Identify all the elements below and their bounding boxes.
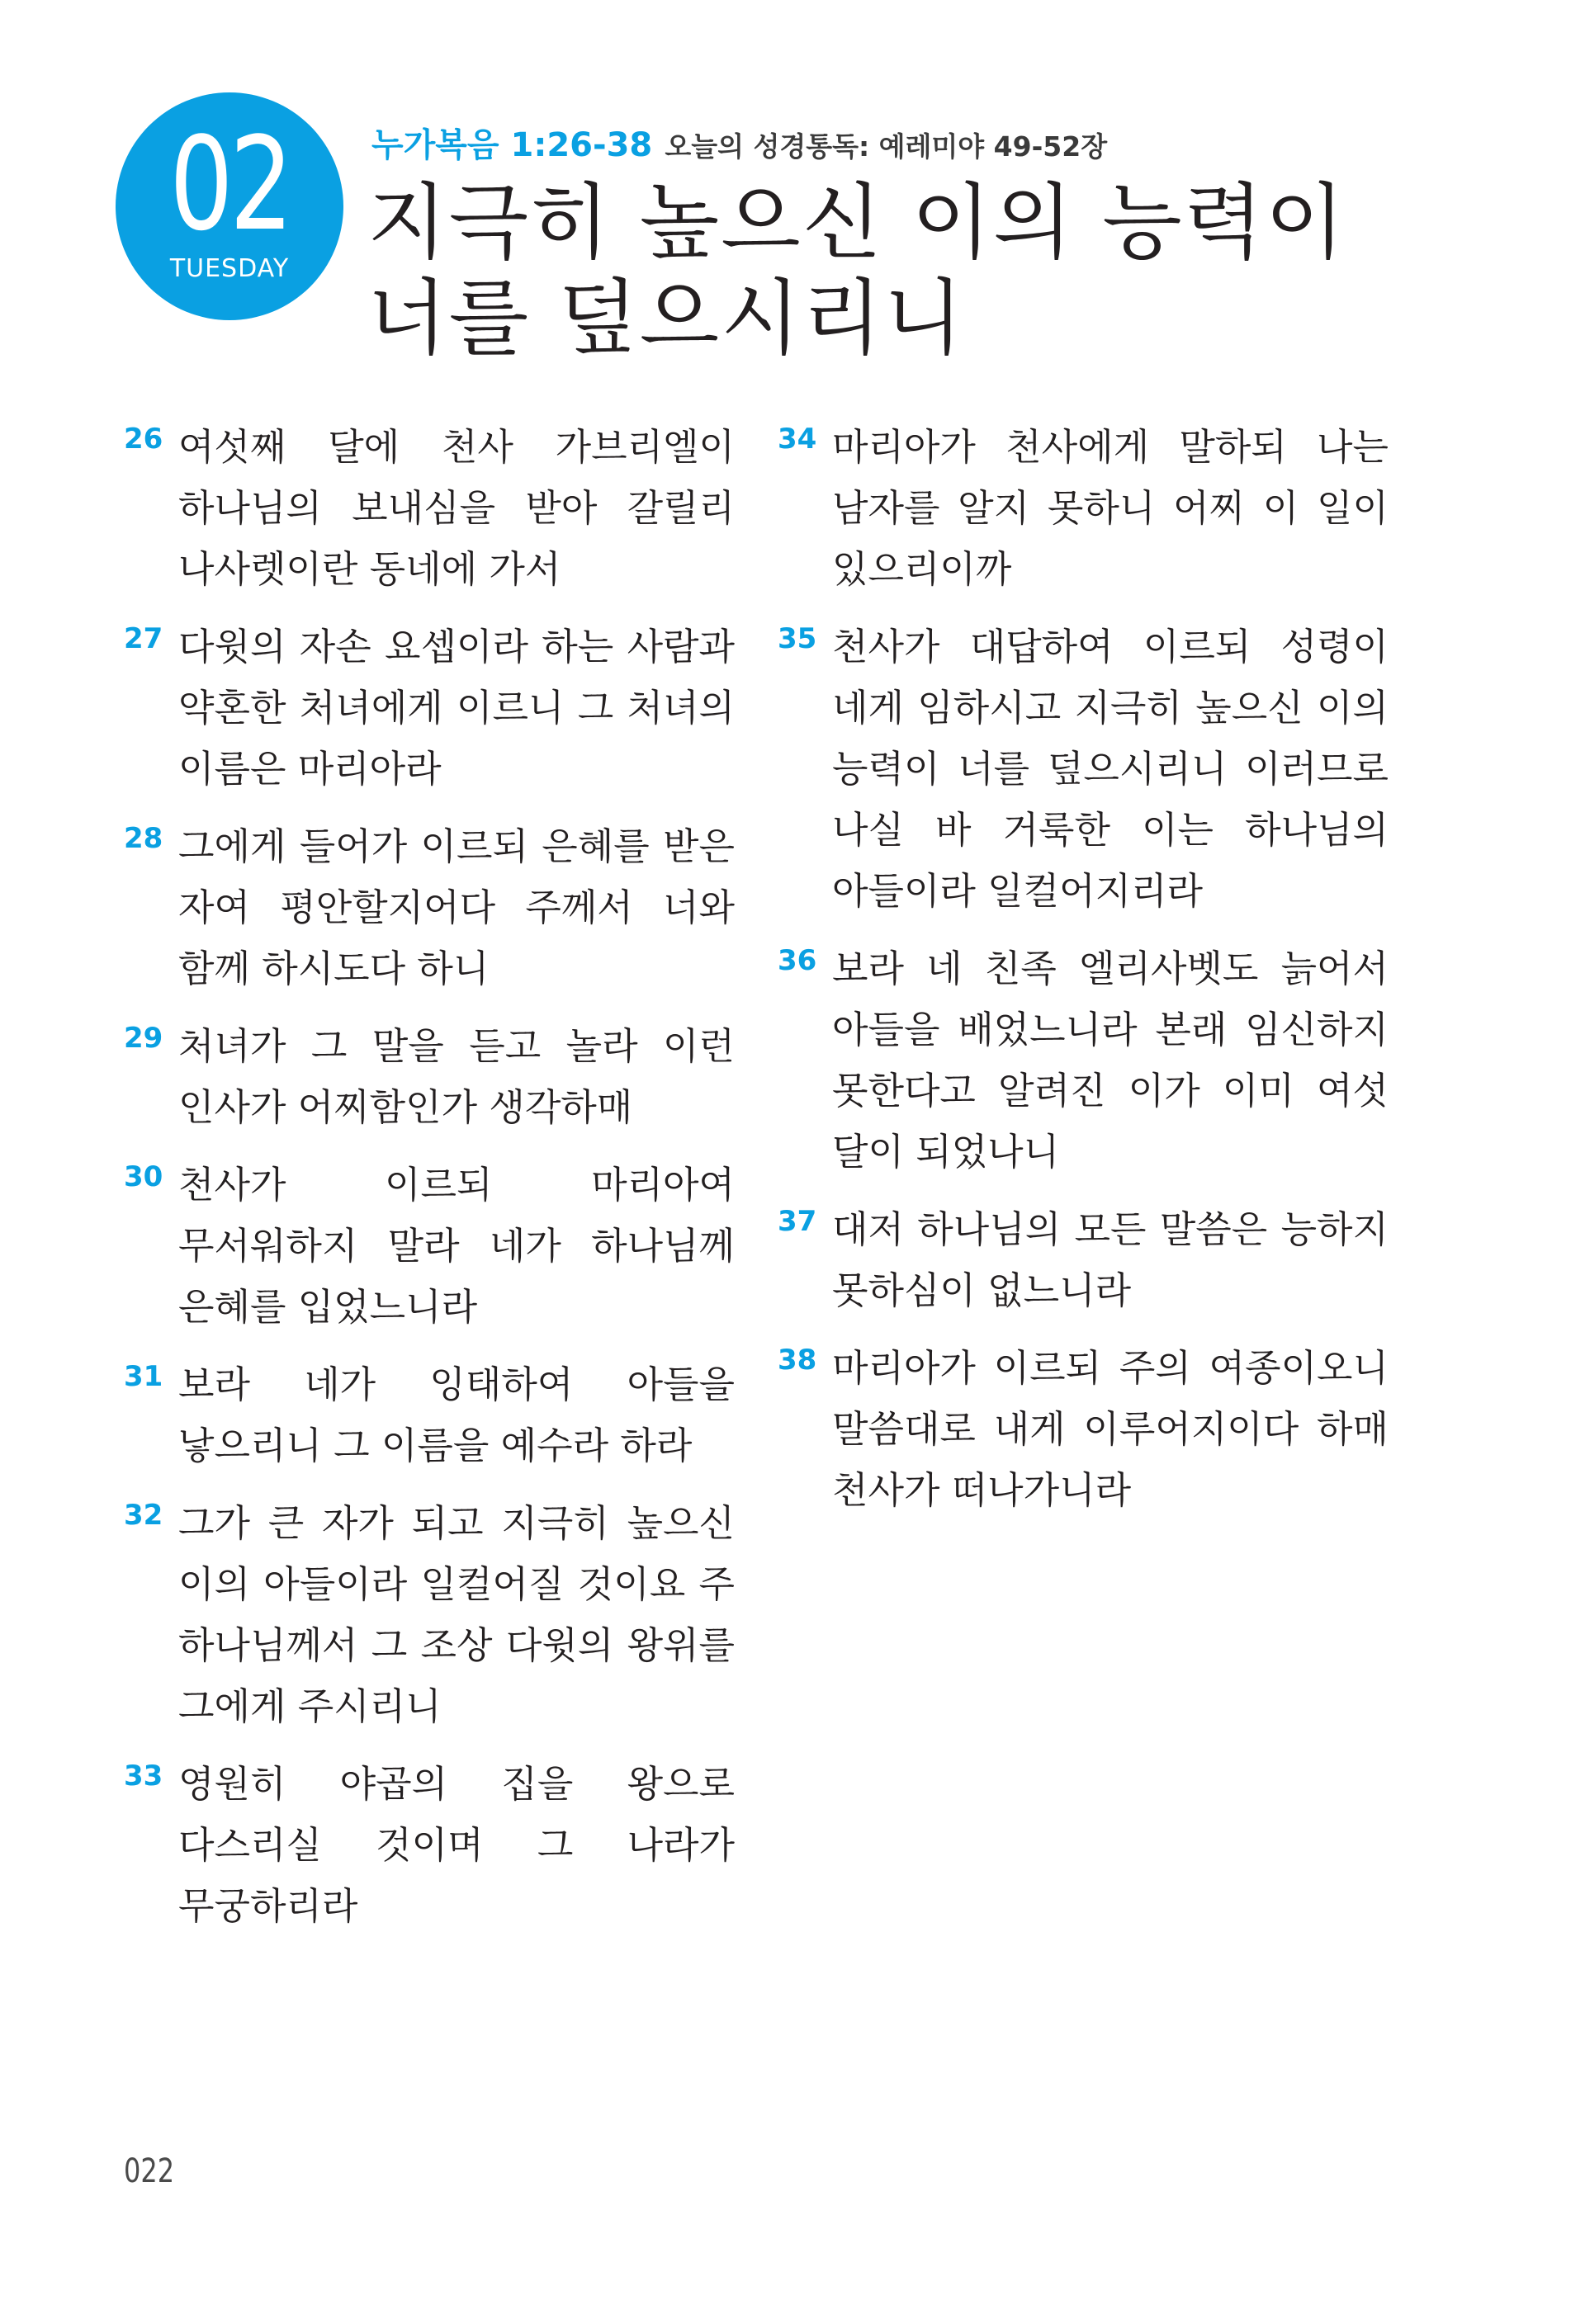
verse-text: 마리아가 이르되 주의 여종이오니 말씀대로 내게 이루어지이다 하매 천사가 떠나가니라: [832, 1346, 1389, 1512]
verse-number: 32: [124, 1499, 163, 1532]
verse-number: 33: [124, 1760, 163, 1793]
page-number: 022: [124, 2152, 175, 2190]
verse-text: 보라 네가 잉태하여 아들을 낳으리니 그 이름을 예수라 하라: [178, 1363, 735, 1467]
verse-number: 37: [778, 1205, 817, 1238]
scripture-reference: 누가복음 1:26-38: [371, 126, 653, 164]
verse-number: 26: [124, 423, 163, 456]
title-line-1: 지극히 높으신 이의 능력이: [367, 174, 1346, 271]
verse: [124, 816, 735, 999]
verse-number: 34: [778, 423, 817, 456]
day-name: TUESDAY: [169, 254, 290, 283]
verse-number: 35: [778, 622, 817, 655]
verse: [778, 616, 1389, 922]
verse-text: 다윗의 자손 요셉이라 하는 사람과 약혼한 처녀에게 이르니 그 처녀의 이름은 마리아라: [178, 625, 735, 791]
verse: [124, 1354, 735, 1476]
verse-text: 대저 하나님의 모든 말씀은 능하지 못하심이 없느니라: [832, 1207, 1389, 1312]
verse: [778, 1338, 1389, 1521]
verse-number: 31: [124, 1360, 163, 1393]
verse-text: 천사가 대답하여 이르되 성령이 네게 임하시고 지극히 높으신 이의 능력이 너를 덮으시리니 이러므로 나실 바 거룩한 이는 하나님의 아들이라 일컬어지리라: [832, 625, 1389, 913]
day-badge: [116, 92, 343, 320]
verse: [124, 1493, 735, 1737]
verse-text: 영원히 야곱의 집을 왕으로 다스리실 것이며 그 나라가 무궁하리라: [178, 1762, 735, 1928]
verse-text: 그가 큰 자가 되고 지극히 높으신 이의 아들이라 일컬어질 것이요 주 하나님께서 그 조상 다윗의 왕위를 그에게 주시리니: [178, 1501, 735, 1728]
verse-text: 마리아가 천사에게 말하되 나는 남자를 알지 못하니 어찌 이 일이 있으리이까: [832, 425, 1389, 591]
daily-reading: 오늘의 성경통독: 예레미야 49-52장: [665, 130, 1108, 163]
reference-line: [371, 124, 1107, 167]
verse-text: 그에게 들어가 이르되 은혜를 받은 자여 평안할지어다 주께서 너와 함께 하시도다 하니: [178, 824, 735, 990]
verse: [124, 616, 735, 800]
verse: [778, 417, 1389, 600]
verse-number: 30: [124, 1160, 163, 1193]
verse-number: 27: [124, 622, 163, 655]
verse-text: 보라 네 친족 엘리사벳도 늙어서 아들을 배었느니라 본래 임신하지 못한다고 알려진 이가 이미 여섯 달이 되었나니: [832, 947, 1389, 1174]
verse: [124, 1016, 735, 1138]
verse: [124, 1754, 735, 1937]
verse: [778, 1199, 1389, 1321]
verse: [124, 1155, 735, 1338]
verse-number: 28: [124, 822, 163, 855]
verse-text: 천사가 이르되 마리아여 무서워하지 말라 네가 하나님께 은혜를 입었느니라: [178, 1163, 735, 1329]
verse-number: 36: [778, 944, 817, 977]
verse-number: 29: [124, 1022, 163, 1055]
verse-text: 처녀가 그 말을 듣고 놀라 이런 인사가 어찌함인가 생각하매: [178, 1024, 735, 1129]
right-column: [778, 417, 1389, 1538]
verse-number: 38: [778, 1344, 817, 1377]
verse: [778, 938, 1389, 1183]
verse-text: 여섯째 달에 천사 가브리엘이 하나님의 보내심을 받아 갈릴리 나사렛이란 동네에 가서: [178, 425, 735, 591]
page-title: [367, 175, 1441, 366]
left-column: [124, 417, 735, 1953]
verse: [124, 417, 735, 600]
day-number: 02: [169, 109, 290, 259]
title-line-2: 너를 덮으시리니: [367, 270, 965, 366]
